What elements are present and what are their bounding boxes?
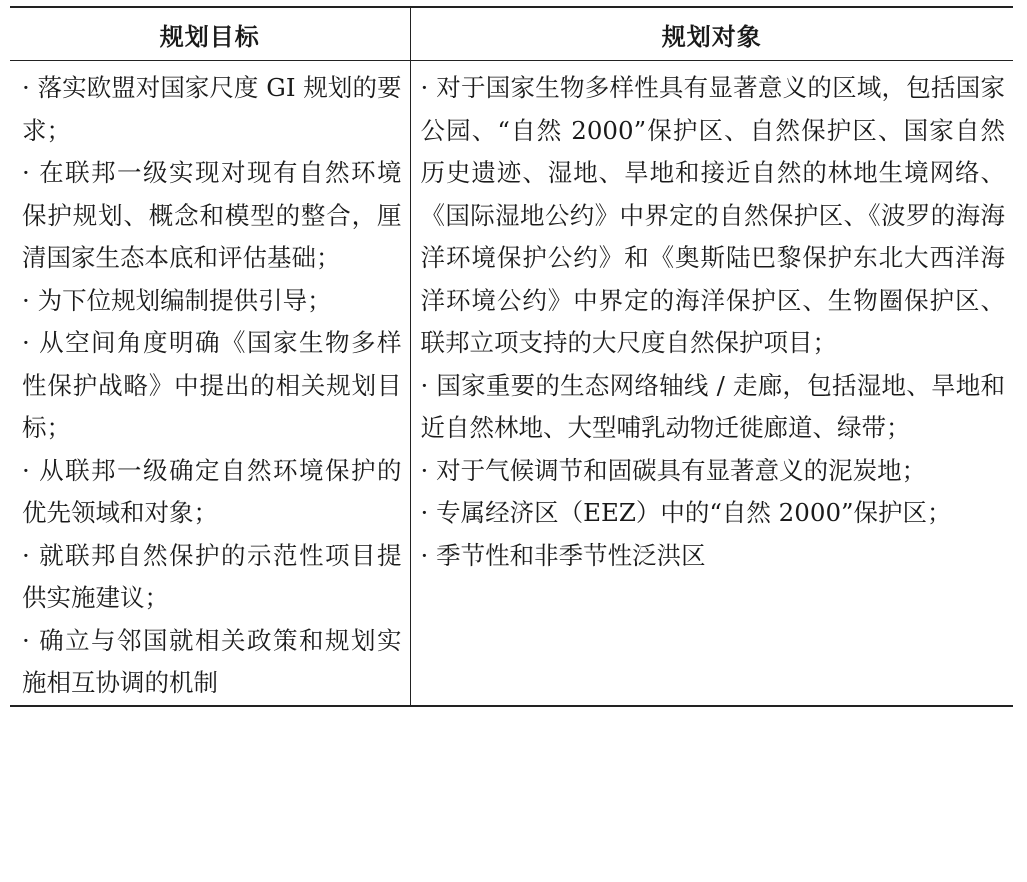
goal-item: · 为下位规划编制提供引导； (22, 285, 332, 315)
goal-item: · 确立与邻国就相关政策和规划实施相互协调的机制 (22, 625, 402, 697)
object-item: · 对于国家生物多样性具有显著意义的区域，包括国家公园、“自然 2000”保护区、自然保护区、国家自然历史遗迹、湿地、旱地和接近自然的林地生境网络、《国际湿地公约》中界定的自然保护区、《波罗的海海洋环境保护公约》和《奥斯陆巴黎保护东北大西洋海洋环境公约》中界定的海洋保护区、生物圈保护区、联邦立项支持的大尺度自然保护项目； (420, 73, 1005, 357)
goal-item: · 从联邦一级确定自然环境保护的优先领域和对象； (22, 455, 402, 527)
object-item: · 国家重要的生态网络轴线 / 走廊，包括湿地、旱地和近自然林地、大型哺乳动物迁徙廊道、绿带； (420, 370, 1005, 442)
goal-item: · 落实欧盟对国家尺度 GI 规划的要求； (22, 73, 402, 145)
object-item: · 季节性和非季节性泛洪区 (420, 540, 706, 570)
goal-item: · 从空间角度明确《国家生物多样性保护战略》中提出的相关规划目标； (22, 328, 402, 442)
header-goals: 规划目标 (10, 7, 410, 61)
header-objects: 规划对象 (410, 7, 1013, 61)
planning-table (10, 6, 1013, 707)
header-row (10, 7, 1013, 61)
goal-item: · 在联邦一级实现对现有自然环境保护规划、概念和模型的整合，厘清国家生态本底和评估基础； (22, 158, 402, 272)
goal-item: · 就联邦自然保护的示范性项目提供实施建议； (22, 540, 402, 612)
goals-cell (10, 61, 410, 706)
objects-cell (410, 61, 1013, 706)
object-item: · 专属经济区（EEZ）中的“自然 2000”保护区； (420, 498, 952, 527)
table-row (10, 61, 1013, 706)
object-item: · 对于气候调节和固碳具有显著意义的泥炭地； (420, 455, 927, 485)
